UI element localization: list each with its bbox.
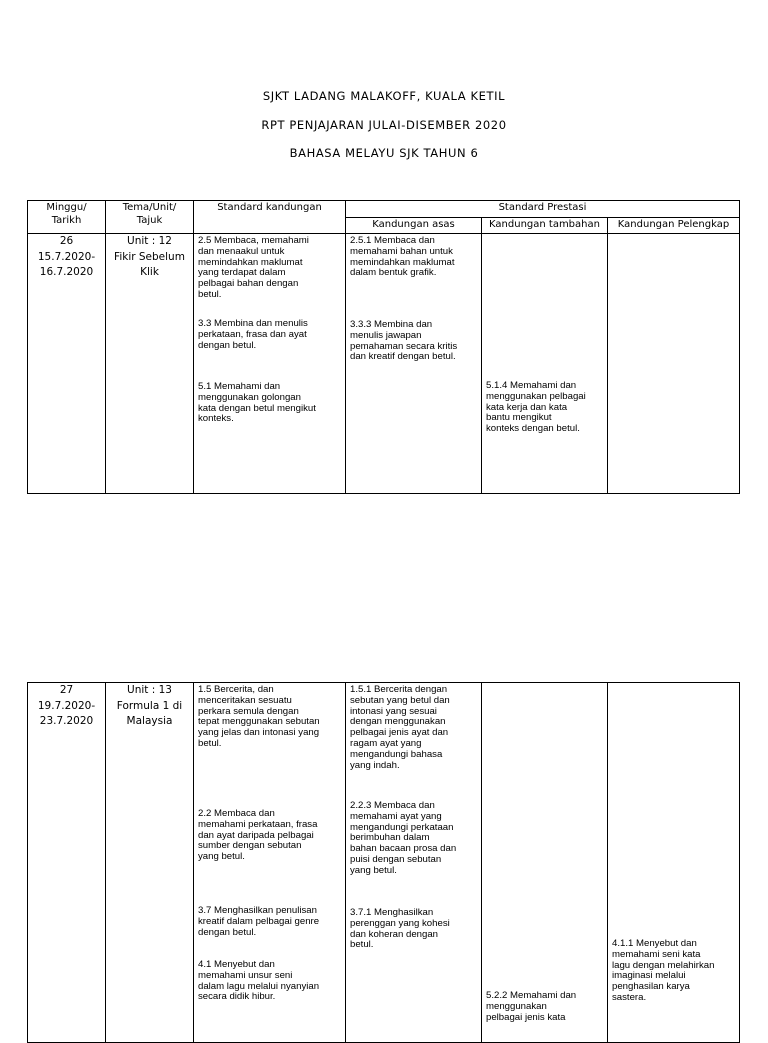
lesson-plan-table-1 <box>27 200 740 494</box>
plan-title: RPT PENJAJARAN JULAI-DISEMBER 2020 <box>261 118 507 132</box>
content-standard-item: 2.5 Membaca, memahami dan menaakul untuk memindahkan maklumat yang terdapat dalam pelbagai bahan dengan betul. <box>198 235 309 300</box>
header-theme: Tema/Unit/ Tajuk <box>106 201 194 234</box>
complementary-content-cell <box>608 683 740 1043</box>
theme-cell: Unit : 13 Formula 1 di Malaysia <box>106 683 194 1043</box>
basic-content-cell <box>346 683 482 1043</box>
header-basic-content: Kandungan asas <box>346 218 482 234</box>
content-standard-cell <box>194 683 346 1043</box>
header-additional-content: Kandungan tambahan <box>482 218 608 234</box>
additional-content-cell <box>482 683 608 1043</box>
content-standard-item: 5.1 Memahami dan menggunakan golongan kata dengan betul mengikut konteks. <box>198 381 316 425</box>
content-standard-item: 4.1 Menyebut dan memahami unsur seni dalam lagu melalui nyanyian secara didik hibur. <box>198 959 320 1003</box>
content-standard-item: 3.3 Membina dan menulis perkataan, frasa dan ayat dengan betul. <box>198 318 308 351</box>
school-name: SJKT LADANG MALAKOFF, KUALA KETIL <box>262 89 506 103</box>
additional-content-item: 5.1.4 Memahami dan menggunakan pelbagai kata kerja dan kata bantu mengikut konteks dengan betul. <box>486 380 586 435</box>
week-cell: 26 15.7.2020- 16.7.2020 <box>28 234 106 494</box>
complementary-content-item: 4.1.1 Menyebut dan memahami seni kata lagu dengan melahirkan imaginasi melalui penghasilan karya sastera. <box>612 938 715 1003</box>
header-content-standard: Standard kandungan <box>194 201 346 234</box>
additional-content-item: 5.2.2 Memahami dan menggunakan pelbagai jenis kata <box>486 990 577 1023</box>
additional-content-cell <box>482 234 608 494</box>
week-cell: 27 19.7.2020- 23.7.2020 <box>28 683 106 1043</box>
table-row <box>28 683 740 1043</box>
header-week: Minggu/ Tarikh <box>28 201 106 234</box>
basic-content-item: 2.2.3 Membaca dan memahami ayat yang mengandungi perkataan berimbuhan dalam bahan bacaan prosa dan puisi dengan sebutan yang betul. <box>350 800 457 876</box>
content-standard-item: 1.5 Bercerita, dan menceritakan sesuatu perkara semula dengan tepat menggunakan sebutan yang jelas dan intonasi yang betul. <box>198 684 320 749</box>
complementary-content-cell <box>608 234 740 494</box>
subject-title: BAHASA MELAYU SJK TAHUN 6 <box>289 146 479 160</box>
content-standard-item: 3.7 Menghasilkan penulisan kreatif dalam pelbagai genre dengan betul. <box>198 905 320 938</box>
basic-content-item: 3.3.3 Membina dan menulis jawapan pemahaman secara kritis dan kreatif dengan betul. <box>350 319 458 363</box>
basic-content-cell <box>346 234 482 494</box>
content-standard-item: 2.2 Membaca dan memahami perkataan, frasa dan ayat daripada pelbagai sumber dengan sebutan yang betul. <box>198 808 318 863</box>
basic-content-item: 3.7.1 Menghasilkan perenggan yang kohesi dan koheran dengan betul. <box>350 907 450 951</box>
table-row <box>28 234 740 494</box>
content-standard-cell <box>194 234 346 494</box>
header-performance-standard: Standard Prestasi <box>346 201 740 218</box>
header-complementary-content: Kandungan Pelengkap <box>608 218 740 234</box>
theme-cell: Unit : 12 Fikir Sebelum Klik <box>106 234 194 494</box>
basic-content-item: 1.5.1 Bercerita dengan sebutan yang betul dan intonasi yang sesuai dengan menggunakan pelbagai jenis ayat dan ragam ayat yang mengandungi bahasa yang indah. <box>350 684 450 771</box>
lesson-plan-table-2 <box>27 682 740 1043</box>
basic-content-item: 2.5.1 Membaca dan memahami bahan untuk memindahkan maklumat dalam bentuk grafik. <box>350 235 455 279</box>
